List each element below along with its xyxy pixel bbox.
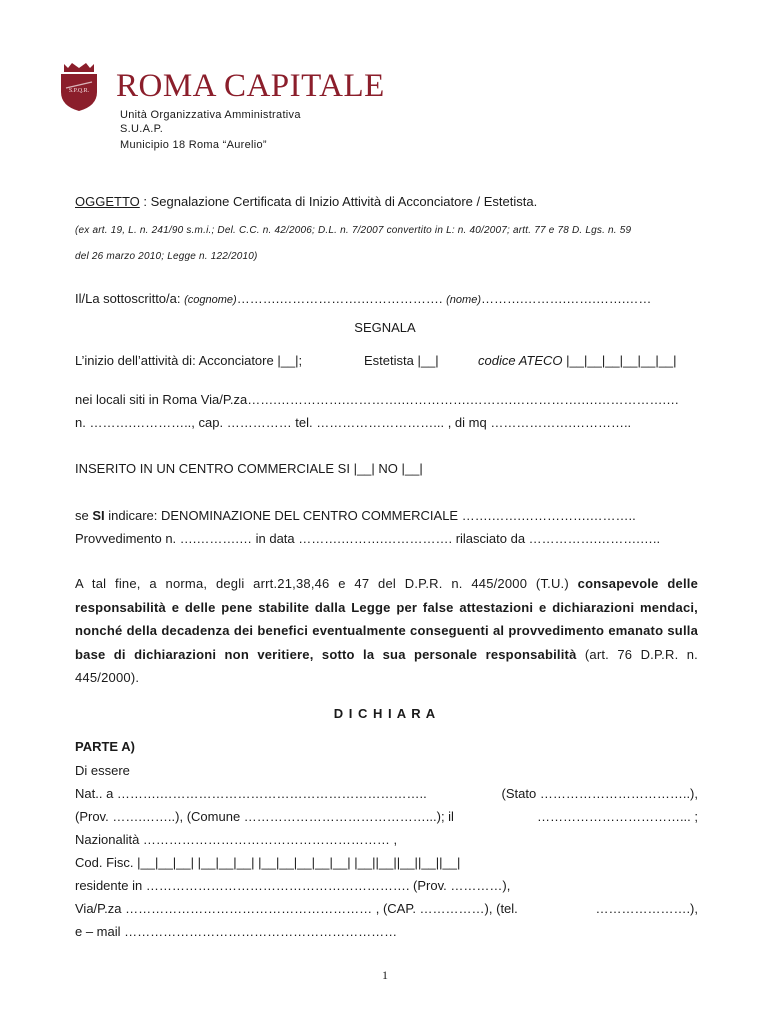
- roma-capitale-shield-icon: [58, 62, 100, 112]
- ateco-boxes: |__|__|__|__|__|__|: [562, 353, 677, 368]
- paragraph-intro: A tal fine, a norma, degli arrt.21,38,46 e 47 del D.P.R. n. 445/2000 (T.U.): [75, 576, 578, 591]
- sottoscritto-label: Il/La sottoscritto/a:: [75, 291, 185, 306]
- cognome-label: (cognome): [184, 294, 237, 306]
- svg-text:S.P.Q.R.: S.P.Q.R.: [68, 88, 90, 94]
- address-field-line[interactable]: nei locali siti in Roma Via/P.za…….…………….………….…………….……….…………….….…………….…: [75, 392, 680, 407]
- ateco-label: codice ATECO: [478, 353, 563, 368]
- prov-comune-line[interactable]: [75, 808, 698, 826]
- estetista-checkbox[interactable]: Estetista |__|: [364, 353, 439, 368]
- telefono-field[interactable]: ………………….),: [595, 901, 698, 916]
- oggetto-heading: [75, 193, 537, 211]
- cognome-field[interactable]: ……….……………….……………….: [236, 291, 447, 306]
- office-line-2: S.U.A.P.: [120, 123, 164, 135]
- di-essere-label: Di essere: [75, 763, 130, 778]
- roma-capitale-logo-text: ROMA CAPITALE: [116, 68, 385, 104]
- nazionalita-field[interactable]: Nazionalità ………………………………………………… ,: [75, 832, 398, 847]
- nome-label: (nome): [446, 294, 481, 306]
- dichiara-heading: D I C H I A R A: [333, 706, 437, 721]
- address-details-line[interactable]: n. ……….………….., cap. …………… tel. ………………………... , di mq ……………….…………..: [75, 415, 632, 430]
- via-cap-tel-line[interactable]: [75, 900, 698, 918]
- email-field[interactable]: e – mail ………………………………………………………: [75, 924, 398, 939]
- centro-commerciale-line[interactable]: INSERITO IN UN CENTRO COMMERCIALE SI |__| NO |__|: [75, 461, 423, 476]
- legal-reference-line-1: (ex art. 19, L. n. 241/90 s.m.i.; Del. C.C. n. 42/2006; D.L. n. 7/2007 convertito in L: n. 40/2007; artt. 77 e 78 D. Lgs. n. 59: [75, 225, 632, 236]
- via-cap-field[interactable]: Via/P.za ………………………………………………… , (CAP. ……………), (tel.: [75, 901, 518, 916]
- si-bold: SI: [92, 508, 105, 523]
- denominazione-field: indicare: DENOMINAZIONE DEL CENTRO COMMERCIALE …….…….…………….………..: [104, 508, 636, 523]
- nascita-line[interactable]: [75, 785, 698, 803]
- prov-comune-field[interactable]: (Prov. …….……..), (Comune ……………………………………...); il: [75, 809, 454, 824]
- parte-a-heading: PARTE A): [75, 739, 135, 754]
- ateco-code-field[interactable]: [478, 352, 677, 370]
- sottoscritto-line: [75, 290, 651, 309]
- responsabilita-paragraph: [75, 572, 698, 690]
- residenza-field[interactable]: residente in ……………………………………………………. (Prov. …………),: [75, 878, 511, 893]
- segnala-heading: SEGNALA: [354, 320, 416, 335]
- legal-reference-line-2: del 26 marzo 2010; Legge n. 122/2010): [75, 251, 258, 262]
- paragraph-bold: consapevole delle responsabilità e delle pene stabilite dalla Legge per false attestazioni e dichiarazioni mendaci, nonché della decadenza dei benefici eventualmente conseguenti al provvedimento emanato sulla base di dichiarazioni non veritiere, sotto la sua personale responsabilità: [75, 576, 698, 662]
- nato-a-field[interactable]: Nat.. a ……….……………………………………………………..: [75, 786, 427, 801]
- paragraph-tail: (art. 76 D.P.R. n. 445/2000).: [75, 646, 698, 685]
- data-nascita-field[interactable]: ……………………………... ;: [536, 809, 698, 824]
- page-number: 1: [382, 968, 388, 982]
- se-si-line[interactable]: [75, 507, 636, 525]
- codice-fiscale-field[interactable]: Cod. Fisc. |__|__|__| |__|__|__| |__|__|__|__|__| |__||__||__||__||__|: [75, 855, 461, 870]
- provvedimento-line[interactable]: Provvedimento n. ….……….… in data ……….……….……………. rilasciato da …………….……….…..: [75, 531, 661, 546]
- stato-field[interactable]: (Stato ……………………………..),: [501, 786, 698, 801]
- office-line-3: Municipio 18 Roma “Aurelio”: [120, 139, 267, 151]
- oggetto-label: OGGETTO: [75, 194, 140, 209]
- nome-field[interactable]: ……….……….…….…….……: [480, 291, 652, 306]
- office-line-1: Unità Organizzativa Amministrativa: [120, 109, 301, 121]
- oggetto-text: : Segnalazione Certificata di Inizio Attività di Acconciatore / Estetista.: [139, 194, 538, 209]
- attivita-type-line[interactable]: L’inizio dell’attività di: Acconciatore |__|;: [75, 353, 303, 368]
- se-prefix: se: [75, 508, 93, 523]
